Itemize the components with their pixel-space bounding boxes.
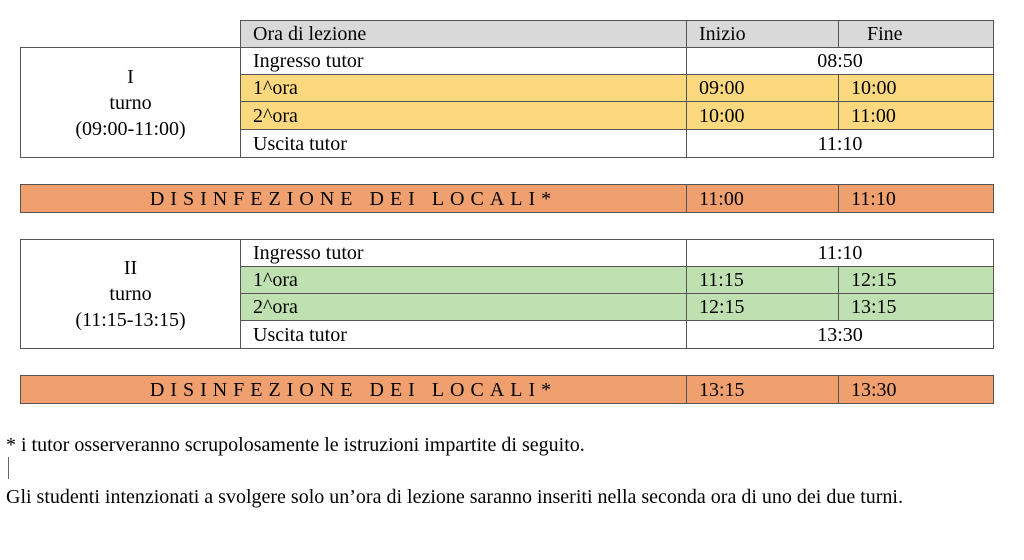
text-cursor	[8, 457, 9, 479]
disinfection-2-label: DISINFEZIONE DEI LOCALI*	[20, 375, 687, 404]
turn-2-entry-label: Ingresso tutor	[240, 239, 687, 267]
header-lesson-hour: Ora di lezione	[240, 20, 687, 48]
turn-2-hour-2-start: 12:15	[686, 293, 839, 321]
disinfection-1-end: 11:10	[838, 184, 994, 213]
turn-2-exit-time: 13:30	[686, 320, 994, 349]
turn-1-exit-time: 11:10	[686, 129, 994, 158]
disinfection-2-end: 13:30	[838, 375, 994, 404]
disinfection-1-label: DISINFEZIONE DEI LOCALI*	[20, 184, 687, 213]
paragraph: Gli studenti intenzionati a svolgere solo un’ora di lezione saranno inseriti nella seconda ora di uno dei due turni.	[6, 486, 903, 508]
turn-2-hour-2-end: 13:15	[838, 293, 994, 321]
header-end: Fine	[838, 20, 994, 48]
turn-1-hour-2-label: 2^ora	[240, 101, 687, 130]
turn-1-range: (09:00-11:00)	[75, 117, 186, 140]
turn-1-entry-time: 08:50	[686, 47, 994, 75]
turn-1-hour-1-label: 1^ora	[240, 74, 687, 102]
turn-1-hour-2-start: 10:00	[686, 101, 839, 130]
turn-2-word: turno	[109, 283, 152, 305]
turn-1-number: I	[127, 65, 134, 88]
disinfection-1-start: 11:00	[686, 184, 839, 213]
turn-2-label	[20, 239, 241, 349]
turn-2-range: (11:15-13:15)	[75, 309, 186, 331]
turn-1-hour-1-end: 10:00	[838, 74, 994, 102]
turn-1-exit-label: Uscita tutor	[240, 129, 687, 158]
turn-2-entry-time: 11:10	[686, 239, 994, 267]
turn-2-hour-1-end: 12:15	[838, 266, 994, 294]
turn-1-word: turno	[109, 91, 152, 114]
turn-2-exit-label: Uscita tutor	[240, 320, 687, 349]
disinfection-2-start: 13:15	[686, 375, 839, 404]
turn-1-hour-2-end: 11:00	[838, 101, 994, 130]
header-start: Inizio	[686, 20, 839, 48]
turn-1-label	[20, 47, 241, 158]
turn-1-hour-1-start: 09:00	[686, 74, 839, 102]
turn-2-hour-1-label: 1^ora	[240, 266, 687, 294]
turn-2-hour-2-label: 2^ora	[240, 293, 687, 321]
turn-2-number: II	[123, 257, 138, 279]
turn-2-hour-1-start: 11:15	[686, 266, 839, 294]
turn-1-entry-label: Ingresso tutor	[240, 47, 687, 75]
footnote: * i tutor osserveranno scrupolosamente le istruzioni impartite di seguito.	[6, 434, 585, 456]
